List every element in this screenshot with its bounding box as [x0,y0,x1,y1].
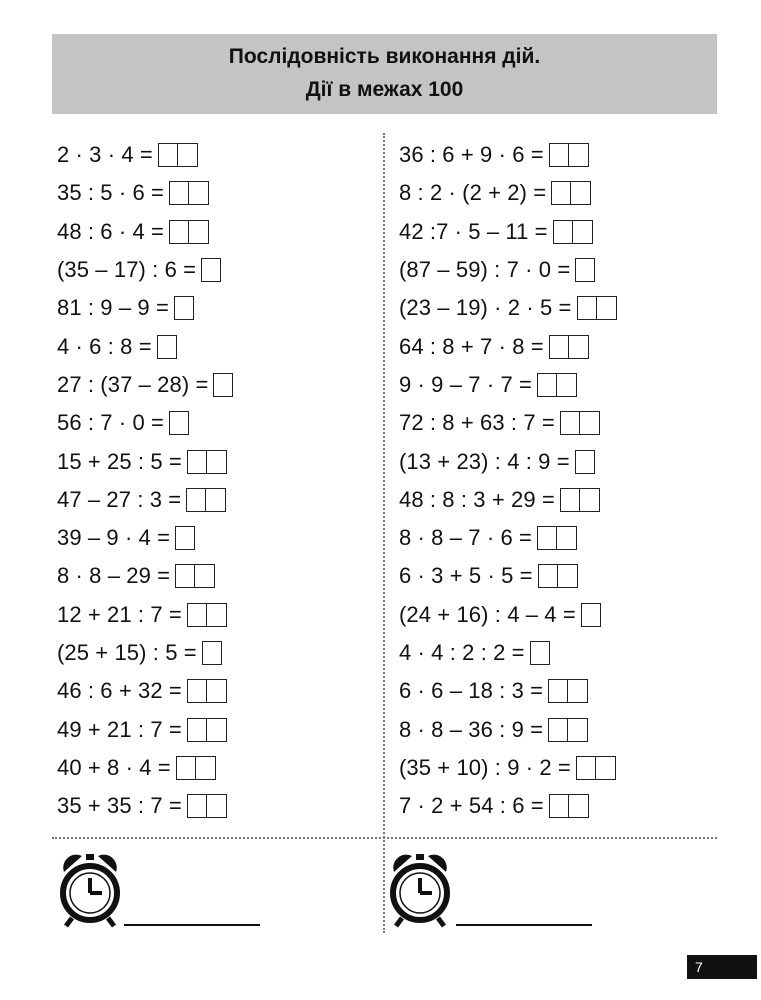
answer-boxes [577,296,617,320]
exercise-expression: 8 · 8 – 29 = [57,563,171,589]
answer-boxes [575,450,595,474]
answer-boxes [538,564,578,588]
answer-box[interactable] [569,143,589,167]
footer-divider [52,837,717,839]
answer-box[interactable] [206,488,226,512]
answer-box[interactable] [201,258,221,282]
exercise-row [399,327,617,365]
exercise-expression: 4 · 4 : 2 : 2 = [399,640,525,665]
exercise-row [399,442,617,480]
exercise-row [57,289,233,327]
exercise-expression: 7 · 2 + 54 : 6 = [399,793,544,819]
answer-box[interactable] [189,181,209,205]
exercise-row [57,366,233,404]
answer-boxes [581,603,601,627]
exercise-expression: 6 · 6 – 18 : 3 = [399,678,544,704]
answer-box[interactable] [202,641,222,665]
exercise-row [57,481,233,519]
answer-box[interactable] [207,794,227,818]
answer-boxes [549,335,589,359]
answer-box[interactable] [189,220,209,244]
answer-box[interactable] [207,718,227,742]
answer-box[interactable] [207,450,227,474]
exercise-row [57,442,233,480]
page-number: 7 [687,955,757,979]
title-line-1: Послідовність виконання дій. [228,45,541,68]
answer-box[interactable] [548,718,568,742]
answer-box[interactable] [580,488,600,512]
answer-box[interactable] [575,450,595,474]
answer-box[interactable] [557,526,577,550]
answer-boxes [187,679,227,703]
exercise-expression: (87 – 59) : 7 · 0 = [399,257,571,283]
exercise-row [57,136,233,174]
answer-boxes [537,373,577,397]
exercise-expression: 8 · 8 – 7 · 6 = [399,525,532,551]
exercise-expression: 48 : 6 · 4 = [57,218,164,244]
exercise-row [57,519,233,557]
exercise-expression: 27 : (37 – 28) = [57,371,209,397]
answer-boxes [551,181,591,205]
answer-box[interactable] [573,220,593,244]
exercise-expression: 2 · 3 · 4 = [57,142,153,168]
answer-box[interactable] [581,603,601,627]
exercise-expression: 56 : 7 · 0 = [57,410,164,436]
answer-boxes [537,526,577,550]
exercise-row [399,136,617,174]
exercise-expression: 35 + 35 : 7 = [57,793,182,819]
answer-line [456,924,592,926]
answer-box[interactable] [187,603,207,627]
answer-boxes [176,756,216,780]
exercise-row [57,710,233,748]
exercise-expression: (25 + 15) : 5 = [57,640,197,665]
answer-boxes [174,296,194,320]
answer-box[interactable] [186,488,206,512]
exercise-expression: 72 : 8 + 63 : 7 = [399,410,555,436]
exercise-row [399,672,617,710]
column-divider [383,133,385,933]
answer-boxes [560,411,600,435]
exercise-row [57,787,233,825]
exercise-expression: 4 · 6 : 8 = [57,333,152,359]
exercise-expression: (23 – 19) · 2 · 5 = [399,295,572,321]
answer-boxes [187,603,227,627]
answer-box[interactable] [157,335,177,359]
answer-box[interactable] [187,679,207,703]
exercise-expression: 47 – 27 : 3 = [57,486,182,512]
answer-box[interactable] [596,756,616,780]
answer-box[interactable] [549,794,569,818]
answer-box[interactable] [174,296,194,320]
page-header [52,34,717,114]
exercise-row [399,596,617,634]
exercise-expression: 46 : 6 + 32 = [57,678,182,704]
exercise-expression: 6 · 3 + 5 · 5 = [399,563,533,589]
alarm-clock-icon [388,848,452,928]
answer-boxes [157,335,177,359]
title-line-2: Дії в межах 100 [305,78,464,101]
answer-boxes [530,641,550,665]
answer-box[interactable] [175,564,195,588]
exercise-expression: 15 + 25 : 5 = [57,448,182,474]
exercise-expression: 8 · 8 – 36 : 9 = [399,716,544,742]
answer-box[interactable] [530,641,550,665]
left-exercise-column [57,136,233,825]
exercise-row [399,481,617,519]
answer-box[interactable] [207,679,227,703]
answer-boxes [187,450,227,474]
exercise-row [57,596,233,634]
exercise-row [399,710,617,748]
exercise-expression: 81 : 9 – 9 = [57,295,169,321]
answer-boxes [169,181,209,205]
exercise-expression: 9 · 9 – 7 · 7 = [399,371,532,397]
answer-boxes [175,564,215,588]
answer-boxes [549,143,589,167]
answer-box[interactable] [549,143,569,167]
exercise-expression: 48 : 8 : 3 + 29 = [399,486,555,512]
answer-boxes [201,258,221,282]
answer-box[interactable] [169,181,189,205]
alarm-clock-icon [58,848,122,928]
exercise-expression: 49 + 21 : 7 = [57,716,182,742]
answer-box[interactable] [557,373,577,397]
exercise-row [57,634,233,672]
answer-box[interactable] [178,143,198,167]
answer-boxes [548,679,588,703]
exercise-expression: (35 – 17) : 6 = [57,257,197,283]
exercise-row [399,557,617,595]
answer-box[interactable] [187,794,207,818]
answer-box[interactable] [597,296,617,320]
answer-box[interactable] [187,450,207,474]
answer-boxes [548,718,588,742]
exercise-row [399,787,617,825]
answer-boxes [169,220,209,244]
exercise-row [399,519,617,557]
answer-boxes [187,794,227,818]
answer-boxes [553,220,593,244]
answer-box[interactable] [195,564,215,588]
exercise-row [57,251,233,289]
answer-box[interactable] [169,411,189,435]
answer-box[interactable] [169,220,189,244]
answer-box[interactable] [569,794,589,818]
exercise-row [399,749,617,787]
exercise-row [57,557,233,595]
answer-box[interactable] [568,718,588,742]
answer-box[interactable] [549,335,569,359]
answer-box[interactable] [158,143,178,167]
exercise-expression: 42 :7 · 5 – 11 = [399,218,548,244]
exercise-expression: 35 : 5 · 6 = [57,180,164,206]
answer-box[interactable] [551,181,571,205]
exercise-row [57,174,233,212]
exercise-row [399,366,617,404]
answer-box[interactable] [213,373,233,397]
answer-box[interactable] [580,411,600,435]
answer-boxes [158,143,198,167]
exercise-row [57,404,233,442]
answer-box[interactable] [537,373,557,397]
answer-line [124,924,260,926]
exercise-expression: 40 + 8 · 4 = [57,754,171,780]
answer-box[interactable] [575,258,595,282]
answer-boxes [186,488,226,512]
answer-box[interactable] [553,220,573,244]
exercise-row [57,327,233,365]
answer-box[interactable] [537,526,557,550]
answer-boxes [576,756,616,780]
answer-boxes [175,526,195,550]
exercise-expression: 39 – 9 · 4 = [57,525,171,551]
exercise-expression: (13 + 23) : 4 : 9 = [399,448,570,474]
exercise-row [57,213,233,251]
answer-box[interactable] [560,488,580,512]
answer-boxes [187,718,227,742]
answer-boxes [213,373,233,397]
exercise-expression: 64 : 8 + 7 · 8 = [399,333,544,359]
answer-box[interactable] [548,679,568,703]
right-exercise-column [399,136,617,825]
answer-box[interactable] [560,411,580,435]
answer-box[interactable] [558,564,578,588]
answer-boxes [202,641,222,665]
answer-boxes [560,488,600,512]
exercise-row [57,749,233,787]
exercise-expression: (35 + 10) : 9 · 2 = [399,754,571,780]
answer-box[interactable] [187,718,207,742]
exercise-row [399,174,617,212]
answer-box[interactable] [196,756,216,780]
answer-boxes [575,258,595,282]
exercise-row [399,251,617,289]
answer-box[interactable] [577,296,597,320]
answer-box[interactable] [576,756,596,780]
exercise-expression: 8 : 2 · (2 + 2) = [399,180,547,206]
answer-box[interactable] [175,526,195,550]
answer-box[interactable] [207,603,227,627]
exercise-row [57,672,233,710]
exercise-row [399,634,617,672]
answer-box[interactable] [571,181,591,205]
answer-box[interactable] [568,679,588,703]
answer-box[interactable] [569,335,589,359]
exercise-row [399,289,617,327]
answer-box[interactable] [176,756,196,780]
answer-boxes [549,794,589,818]
answer-boxes [169,411,189,435]
exercise-expression: 36 : 6 + 9 · 6 = [399,142,544,168]
exercise-row [399,404,617,442]
exercise-expression: 12 + 21 : 7 = [57,601,182,627]
exercise-row [399,213,617,251]
exercise-expression: (24 + 16) : 4 – 4 = [399,601,576,627]
answer-box[interactable] [538,564,558,588]
